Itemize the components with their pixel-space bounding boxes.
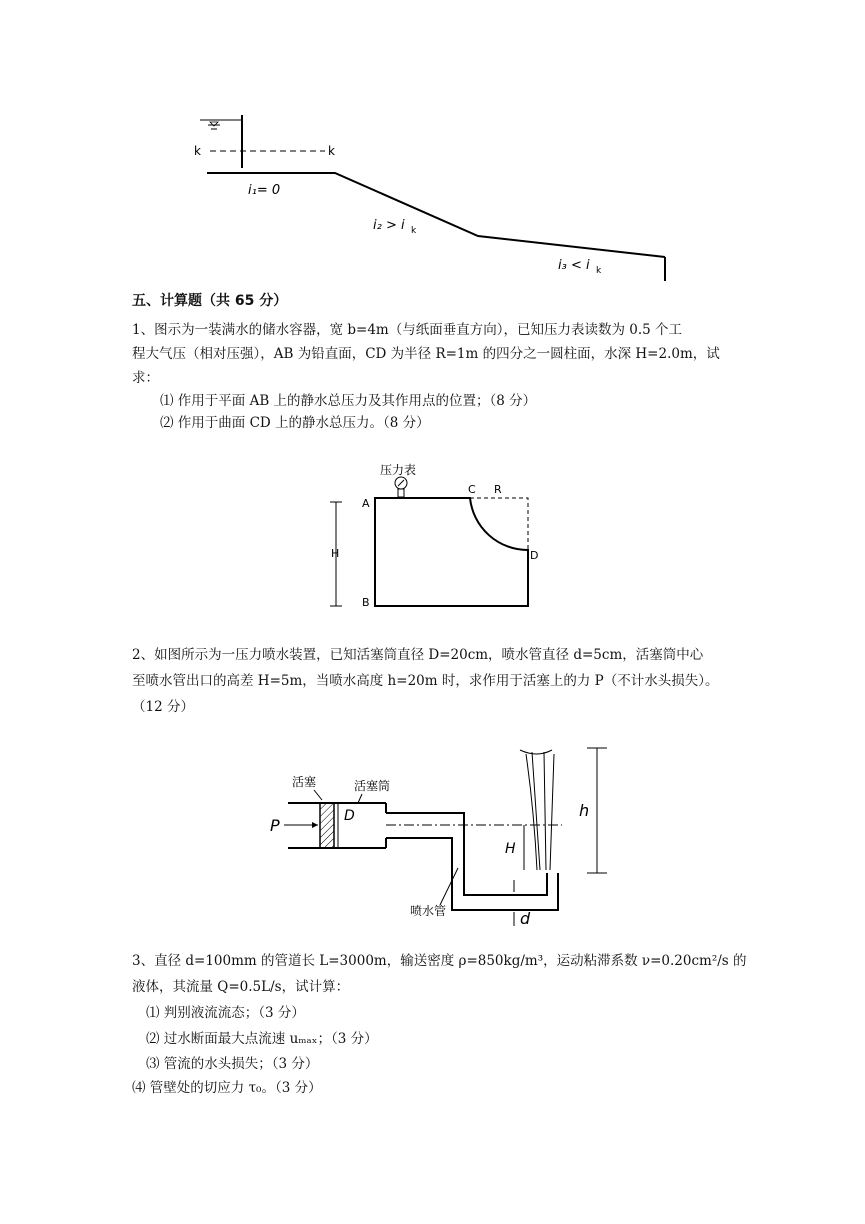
q1-line3: 求： (132, 370, 159, 386)
piston-label: 活塞 (292, 775, 317, 789)
diameter-d-big: D (344, 808, 355, 824)
q1-item1: ⑴ 作用于平面 AB 上的静水总压力及其作用点的位置；（8 分） (160, 393, 537, 409)
slope3-sub: k (596, 266, 602, 276)
slope2-sub: k (411, 226, 417, 236)
slope2-label: i₂ > i (373, 218, 405, 233)
point-d: D (530, 549, 539, 562)
cylinder-label: 活塞筒 (354, 779, 391, 793)
radius-r: R (494, 483, 502, 496)
height-h-big: h (579, 801, 590, 820)
tank-figure (320, 460, 550, 620)
depth-h: H (331, 547, 340, 560)
gauge-label: 压力表 (380, 463, 417, 477)
q3-line1: 3、直径 d=100mm 的管道长 L=3000m，输送密度 ρ=850kg/m³，运动粘滞系数 ν=0.20cm²/s 的 (132, 953, 747, 969)
force-p: P (270, 816, 280, 835)
q1-line2: 程大气压（相对压强），AB 为铅直面，CD 为半径 R=1m 的四分之一圆柱面，水深 H=2.0m，试 (132, 346, 720, 362)
jet-device-figure (262, 740, 622, 930)
q2-line1: 2、如图所示为一压力喷水装置，已知活塞筒直径 D=20cm，喷水管直径 d=5cm，活塞筒中心 (132, 647, 704, 663)
point-b: B (362, 596, 370, 609)
slope3-label: i₃ < i (558, 258, 590, 273)
q2-line3: （12 分） (132, 699, 194, 715)
nozzle-label: 喷水管 (410, 904, 447, 918)
q3-item4: ⑷ 管壁处的切应力 τ₀。（3 分） (132, 1080, 322, 1096)
diameter-d-small: d (520, 909, 531, 928)
q1-line1: 1、图示为一装满水的储水容器，宽 b=4m（与纸面垂直方向），已知压力表读数为 0.5 个工 (132, 322, 683, 338)
section-title: 五、计算题（共 65 分） (132, 293, 288, 309)
q3-line2: 液体，其流量 Q=0.5L/s，试计算： (132, 979, 350, 995)
k-label-left: k (194, 144, 201, 158)
height-h-small: H (505, 841, 516, 857)
q3-item2: ⑵ 过水断面最大点流速 uₘₐₓ；（3 分） (146, 1031, 378, 1047)
point-c: C (468, 483, 476, 496)
q3-item1: ⑴ 判别液流流态；（3 分） (146, 1005, 305, 1021)
q1-item2: ⑵ 作用于曲面 CD 上的静水总压力。（8 分） (160, 415, 430, 431)
q3-item3: ⑶ 管流的水头损失；（3 分） (146, 1056, 319, 1072)
slope1-label: i₁= 0 (248, 183, 281, 198)
point-a: A (362, 497, 370, 510)
q2-line2: 至喷水管出口的高差 H=5m，当喷水高度 h=20m 时，求作用于活塞上的力 P（不计水头损失）。 (132, 673, 719, 689)
k-label-right: k (328, 144, 335, 158)
channel-slope-figure (180, 105, 680, 290)
